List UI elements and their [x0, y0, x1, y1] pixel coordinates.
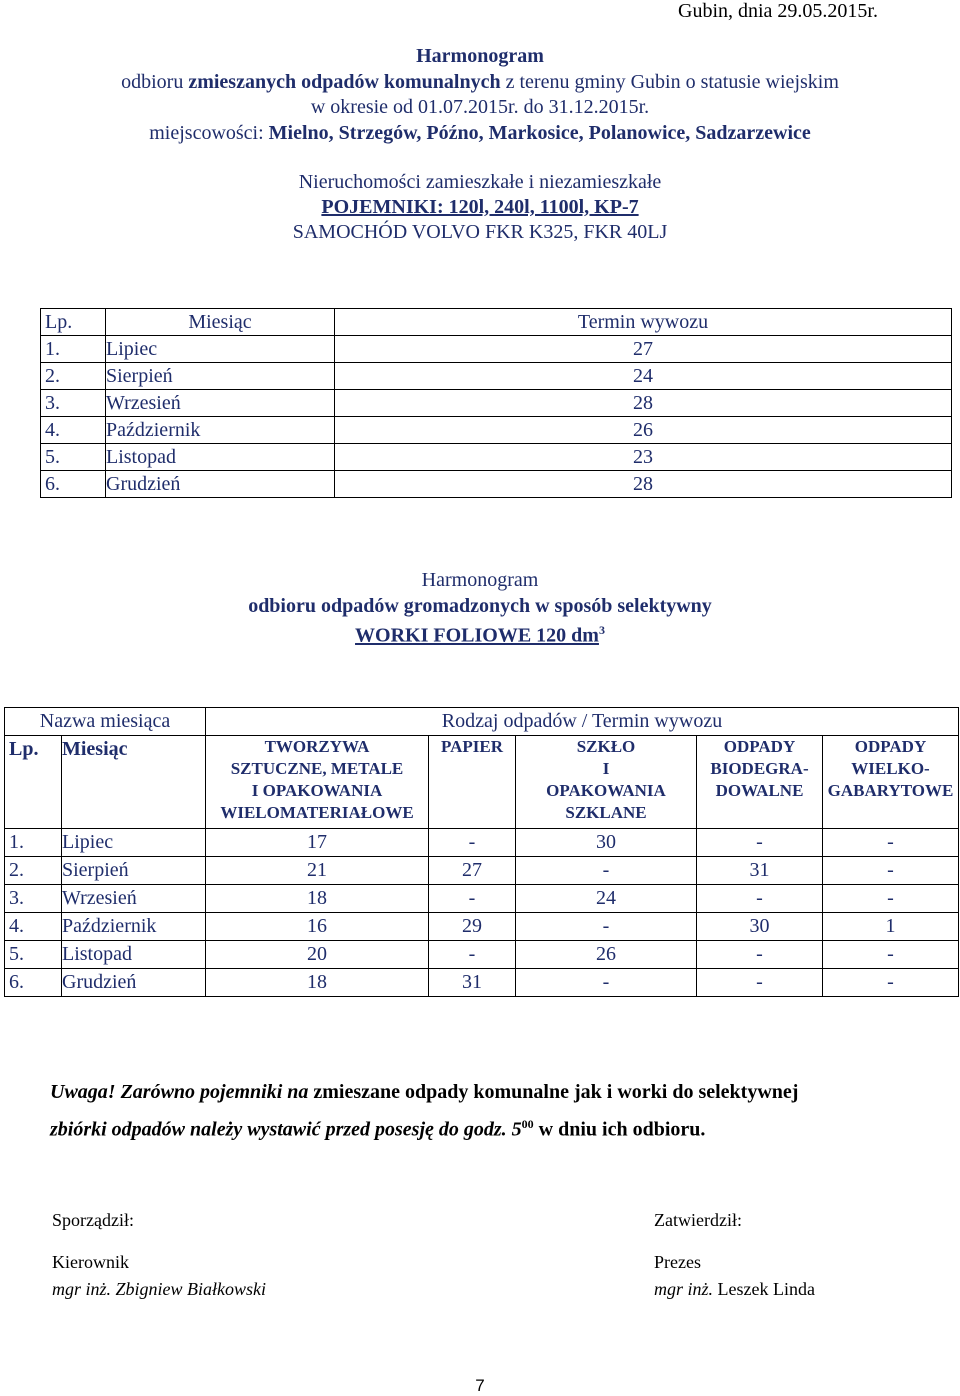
row-month: Listopad: [62, 941, 206, 969]
row-lp: 3.: [41, 390, 106, 417]
containers-line: POJEMNIKI: 120l, 240l, 1100l, KP-7: [321, 196, 639, 218]
bio-header-text: ODPADY BIODEGRA- DOWALNE: [710, 737, 809, 800]
table-row: [5, 969, 959, 997]
row-plastics: 20: [206, 941, 429, 969]
row-paper: 29: [429, 913, 516, 941]
table-row: [5, 941, 959, 969]
row-lp: 4.: [5, 913, 62, 941]
subtitle-prefix: odbioru: [121, 71, 189, 93]
lp-header: Lp.: [5, 736, 62, 829]
row-plastics: 18: [206, 885, 429, 913]
row-bulky: 1: [823, 913, 959, 941]
approved-by-title: mgr inż.: [654, 1279, 718, 1299]
row-term: 26: [335, 417, 952, 444]
paper-header: [429, 736, 516, 829]
row-plastics: 16: [206, 913, 429, 941]
row-glass: 24: [516, 885, 697, 913]
approved-by-name: [654, 1279, 815, 1300]
prepared-by-role: Kierownik: [52, 1252, 129, 1272]
table-row: [41, 390, 952, 417]
table-row: [41, 444, 952, 471]
schedule-subtitle: [0, 70, 960, 94]
table-row: [41, 336, 952, 363]
bags-line: [0, 618, 960, 648]
subtitle-suffix: z terenu gminy Gubin o statusie wiejskim: [500, 71, 839, 93]
bio-header: [697, 736, 823, 829]
row-bulky: -: [823, 885, 959, 913]
selective-schedule-title: Harmonogram: [421, 569, 539, 591]
notice-text-3: zbiórki odpadów należy wystawić przed posesję do godz. 5: [50, 1118, 522, 1141]
plastics-header-text: TWORZYWA SZTUCZNE, METALE I OPAKOWANIA WIELOMATERIAŁOWE: [220, 737, 414, 822]
bulky-header-text: ODPADY WIELKO- GABARYTOWE: [827, 737, 954, 800]
localities-list: Mielno, Strzegów, Późno, Markosice, Polanowice, Sadzarzewice: [268, 122, 811, 144]
row-bulky: -: [823, 857, 959, 885]
row-term: 24: [335, 363, 952, 390]
row-plastics: 21: [206, 857, 429, 885]
bulky-header: [823, 736, 959, 829]
table-header-row: [5, 736, 959, 829]
approved-by-role: Prezes: [654, 1252, 701, 1272]
term-header: Termin wywozu: [335, 309, 952, 336]
table-row: [5, 885, 959, 913]
lp-header: Lp.: [41, 309, 106, 336]
plastics-header: [206, 736, 429, 829]
bags-unit-sup: 3: [598, 623, 605, 637]
table-header-row: [41, 309, 952, 336]
row-month: Sierpień: [106, 363, 335, 390]
row-bulky: -: [823, 969, 959, 997]
mixed-waste-schedule-table: [40, 308, 952, 498]
row-glass: -: [516, 913, 697, 941]
row-term: 28: [335, 390, 952, 417]
paper-header-text: PAPIER: [440, 737, 503, 756]
table-top-header-row: [5, 708, 959, 736]
property-type: Nieruchomości zamieszkałe i niezamieszkałe: [298, 171, 662, 193]
notice-text-1: Zarówno pojemniki na: [115, 1081, 314, 1103]
localities-label: miejscowości:: [149, 122, 269, 144]
localities-line: [0, 121, 960, 145]
row-bio: -: [697, 829, 823, 857]
month-header: Miesiąc: [106, 309, 335, 336]
row-paper: -: [429, 829, 516, 857]
row-lp: 4.: [41, 417, 106, 444]
row-glass: -: [516, 857, 697, 885]
notice-hour-sup: 00: [521, 1117, 534, 1131]
row-bulky: -: [823, 829, 959, 857]
selective-schedule-subtitle: odbioru odpadów gromadzonych w sposób selektywny: [248, 595, 712, 617]
glass-header-text: SZKŁO I OPAKOWANIA SZKLANE: [546, 737, 666, 822]
row-lp: 6.: [5, 969, 62, 997]
bags-text: WORKI FOLIOWE 120 dm: [355, 624, 599, 647]
row-lp: 2.: [5, 857, 62, 885]
notice-text-4: w dniu ich odbioru.: [533, 1118, 706, 1141]
table-row: [41, 363, 952, 390]
row-bio: 30: [697, 913, 823, 941]
row-lp: 5.: [5, 941, 62, 969]
row-plastics: 18: [206, 969, 429, 997]
document-date: Gubin, dnia 29.05.2015r.: [678, 0, 878, 22]
table-row: [41, 471, 952, 498]
row-paper: -: [429, 885, 516, 913]
table-row: [5, 829, 959, 857]
approved-by-label: Zatwierdził:: [654, 1210, 742, 1230]
subtitle-bold: zmieszanych odpadów komunalnych: [188, 71, 501, 93]
table-row: [5, 857, 959, 885]
approved-by-person: Leszek Linda: [717, 1279, 815, 1299]
row-month: Październik: [62, 913, 206, 941]
row-lp: 3.: [5, 885, 62, 913]
prepared-by-label: Sporządził:: [52, 1210, 134, 1230]
row-bio: -: [697, 941, 823, 969]
table-row: [5, 913, 959, 941]
row-glass: 30: [516, 829, 697, 857]
row-month: Grudzień: [62, 969, 206, 997]
row-lp: 1.: [41, 336, 106, 363]
row-month: Wrzesień: [62, 885, 206, 913]
row-term: 23: [335, 444, 952, 471]
row-bio: -: [697, 885, 823, 913]
page-number: 7: [475, 1376, 485, 1395]
prepared-by-name: mgr inż. Zbigniew Białkowski: [52, 1279, 267, 1299]
row-month: Listopad: [106, 444, 335, 471]
table-row: [41, 417, 952, 444]
glass-header: [516, 736, 697, 829]
row-month: Grudzień: [106, 471, 335, 498]
row-plastics: 17: [206, 829, 429, 857]
row-paper: -: [429, 941, 516, 969]
notice-paragraph: [50, 1076, 930, 1146]
row-bulky: -: [823, 941, 959, 969]
row-paper: 27: [429, 857, 516, 885]
row-lp: 5.: [41, 444, 106, 471]
notice-label: Uwaga!: [50, 1081, 116, 1103]
row-lp: 1.: [5, 829, 62, 857]
row-glass: 26: [516, 941, 697, 969]
selective-waste-schedule-table: [4, 707, 959, 997]
month-name-header: Nazwa miesiąca: [5, 708, 206, 736]
row-month: Sierpień: [62, 857, 206, 885]
month-header: Miesiąc: [62, 736, 206, 829]
row-bio: 31: [697, 857, 823, 885]
row-bio: -: [697, 969, 823, 997]
row-glass: -: [516, 969, 697, 997]
notice-text-2: zmieszane odpady komunalne jak i worki do selektywnej: [313, 1081, 799, 1103]
row-paper: 31: [429, 969, 516, 997]
waste-type-header: Rodzaj odpadów / Termin wywozu: [206, 708, 959, 736]
schedule-title: Harmonogram: [416, 45, 544, 67]
row-term: 27: [335, 336, 952, 363]
row-month: Lipiec: [106, 336, 335, 363]
row-month: Lipiec: [62, 829, 206, 857]
vehicle-line: SAMOCHÓD VOLVO FKR K325, FKR 40LJ: [292, 221, 668, 243]
period-line: w okresie od 01.07.2015r. do 31.12.2015r.: [310, 96, 650, 118]
row-lp: 2.: [41, 363, 106, 390]
row-month: Wrzesień: [106, 390, 335, 417]
row-lp: 6.: [41, 471, 106, 498]
row-term: 28: [335, 471, 952, 498]
row-month: Październik: [106, 417, 335, 444]
